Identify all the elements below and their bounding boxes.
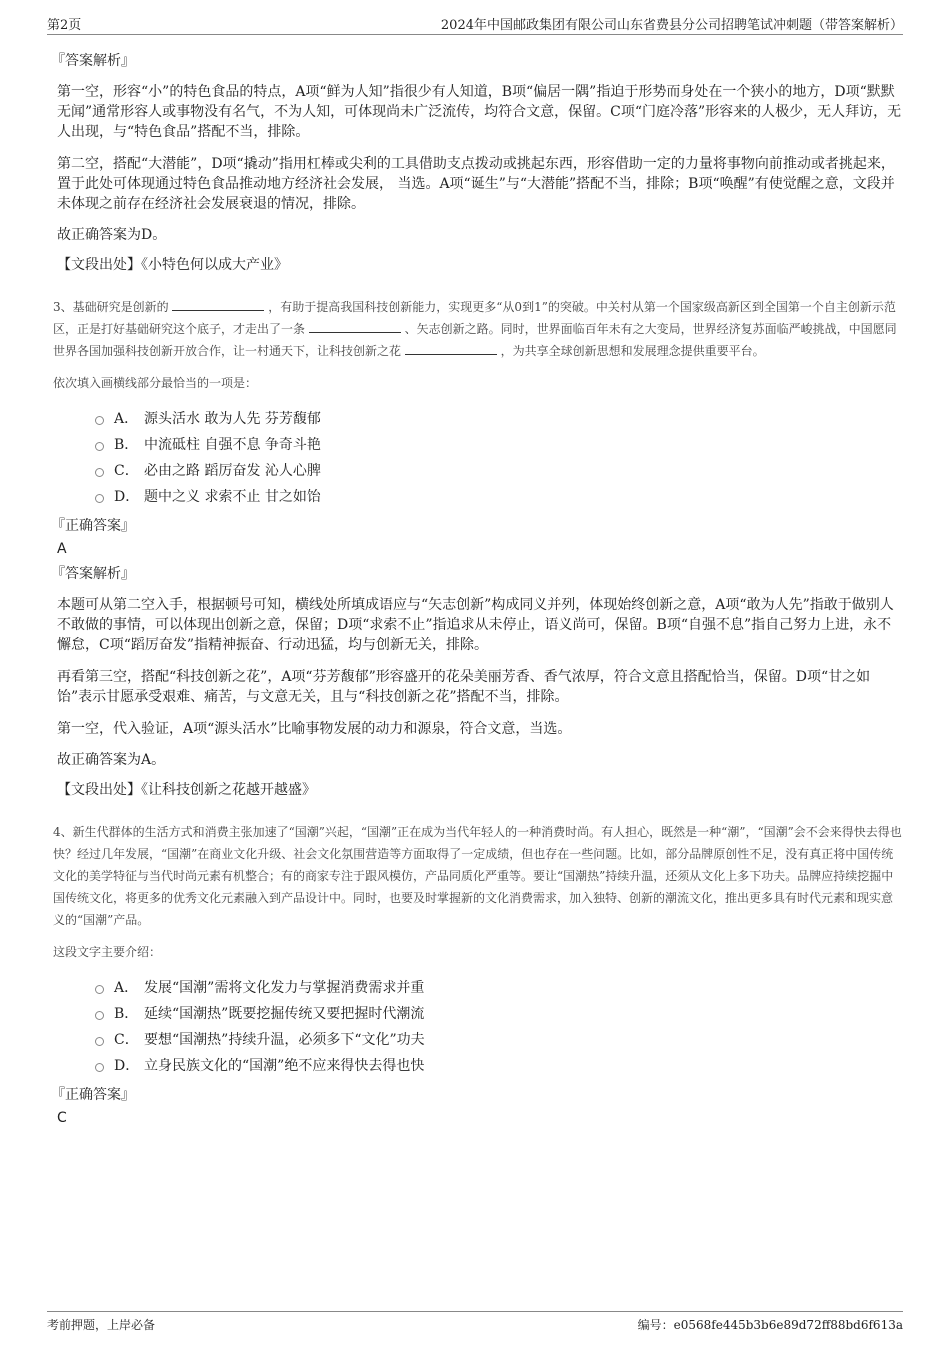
option-c[interactable]: C． 要想“国潮热”持续升温，必须多下“文化”功夫	[95, 1026, 903, 1052]
page-footer	[47, 1311, 903, 1336]
option-c[interactable]: C． 必由之路 蹈厉奋发 沁人心脾	[95, 457, 903, 483]
fill-blank	[172, 298, 264, 311]
analysis-paragraph: 本题可从第二空入手，根据顿号可知，横线处所填成语应与“矢志创新”构成同义并列，体现始终创新之意，A项“敢为人先”指敢于做别人不敢做的事情，可以体现出创新之意，保留；D项“求索不止”指追求从未停止，语义尚可，保留。B项“自强不息”指自己努力上进，永不懈怠，C项“蹈厉奋发”指精神振奋、行动迅猛，均与创新无关，排除。	[57, 597, 894, 653]
radio-icon[interactable]	[95, 985, 104, 994]
option-list	[95, 405, 903, 509]
radio-icon[interactable]	[95, 1063, 104, 1072]
analysis-label: 『答案解析』	[51, 566, 135, 582]
question-4	[47, 821, 903, 1126]
document-title: 2024年中国邮政集团有限公司山东省费县分公司招聘笔试冲刺题（带答案解析）	[440, 18, 903, 33]
option-b[interactable]: B． 延续“国潮热”既要挖掘传统又要把握时代潮流	[95, 1000, 903, 1026]
option-a[interactable]: A． 发展“国潮”需将文化发力与掌握消费需求并重	[95, 974, 903, 1000]
fill-blank	[405, 342, 497, 355]
analysis-paragraph: 第一空，形容“小”的特色食品的特点，A项“鲜为人知”指很少有人知道，B项“偏居一隅”指迫于形势而身处在一个狭小的地方，D项“默默无闻”通常形容人或事物没有名气，不为人知，可体现尚未广泛流传，均符合文意，保留。C项“门庭冷落”形容来的人极少，无人拜访，无人出现，与“特色食品”搭配不当，排除。	[57, 84, 902, 140]
option-list	[95, 974, 903, 1078]
answer-analysis-section	[47, 50, 903, 274]
question-prompt: 这段文字主要介绍：	[53, 945, 162, 959]
page-content	[47, 44, 903, 1128]
page-number: 第2页	[47, 18, 82, 33]
correct-answer: C	[57, 1110, 67, 1126]
analysis-paragraph: 第二空，搭配“大潜能”，D项“撬动”指用杠棒或尖利的工具借助支点拨动或挑起东西，形容借助一定的力量将事物向前推动或者挑起来，置于此处可体现通过特色食品推动地方经济社会发展， 当选。A项“诞生”与“大潜能”搭配不当，排除；B项“唤醒”有使觉醒之意，文段并未体现之前存在经济社会发展衰退的情况，排除。	[57, 156, 895, 212]
analysis-label: 『答案解析』	[51, 53, 135, 69]
conclusion: 故正确答案为D。	[57, 227, 167, 243]
radio-icon[interactable]	[95, 468, 104, 477]
radio-icon[interactable]	[95, 1011, 104, 1020]
question-stem: 3、基础研究是创新的 ，有助于提高我国科技创新能力，实现更多“从0到1”的突破。中关村从第一个国家级高新区到全国第一个自主创新示范区，正是打好基础研究这个底子，才走出了一条 、矢志创新之路。同时，世界面临百年未有之大变局，世界经济复苏面临严峻挑战，中国愿同世界各国加强科技创新开放合作，让一村通天下，让科技创新之花 ，为共享全球创新思想和发展理念提供重要平台。	[53, 300, 897, 358]
question-3	[47, 296, 903, 799]
document-id: 编号：e0568fe445b3b6e89d72ff88bd6f613a	[637, 1318, 903, 1332]
text-source: 【文段出处】《让科技创新之花越开越盛》	[57, 782, 316, 798]
footer-slogan: 考前押题，上岸必备	[47, 1318, 156, 1332]
correct-answer-label: 『正确答案』	[51, 518, 135, 534]
radio-icon[interactable]	[95, 494, 104, 503]
option-d[interactable]: D． 立身民族文化的“国潮”绝不应来得快去得也快	[95, 1052, 903, 1078]
radio-icon[interactable]	[95, 442, 104, 451]
radio-icon[interactable]	[95, 1037, 104, 1046]
page-header	[47, 12, 903, 35]
question-prompt: 依次填入画横线部分最恰当的一项是：	[53, 376, 258, 390]
analysis-paragraph: 第一空，代入验证，A项“源头活水”比喻事物发展的动力和源泉，符合文意，当选。	[57, 721, 572, 737]
option-d[interactable]: D． 题中之义 求索不止 甘之如饴	[95, 483, 903, 509]
option-a[interactable]: A． 源头活水 敢为人先 芬芳馥郁	[95, 405, 903, 431]
radio-icon[interactable]	[95, 416, 104, 425]
conclusion: 故正确答案为A。	[57, 752, 166, 768]
correct-answer-label: 『正确答案』	[51, 1087, 135, 1103]
analysis-paragraph: 再看第三空，搭配“科技创新之花”，A项“芬芳馥郁”形容盛开的花朵美丽芳香、香气浓厚，符合文意且搭配恰当，保留。D项“甘之如饴”表示甘愿承受艰难、痛苦，与文意无关，且与“科技创新之花”搭配不当，排除。	[57, 669, 871, 705]
text-source: 【文段出处】《小特色何以成大产业》	[57, 257, 288, 273]
fill-blank	[309, 320, 401, 333]
option-b[interactable]: B． 中流砥柱 自强不息 争奇斗艳	[95, 431, 903, 457]
correct-answer: A	[57, 541, 67, 557]
question-stem: 4、新生代群体的生活方式和消费主张加速了“国潮”兴起，“国潮”正在成为当代年轻人的一种消费时尚。有人担心，既然是一种“潮”，“国潮”会不会来得快去得也快？经过几年发展，“国潮”在商业文化升级、社会文化氛围营造等方面取得了一定成绩，但也存在一些问题。比如，部分品牌原创性不足，没有真正将中国传统文化的美学特征与当代时尚元素有机整合；有的商家专注于跟风模仿，产品同质化严重等。要让“国潮热”持续升温，还须从文化上多下功夫。品牌应持续挖掘中国传统文化，将更多的优秀文化元素融入到产品设计中。同时，也要及时掌握新的文化消费需求，加入独特、创新的潮流文化，推出更多具有时代元素和现实意义的“国潮”产品。	[53, 825, 902, 927]
